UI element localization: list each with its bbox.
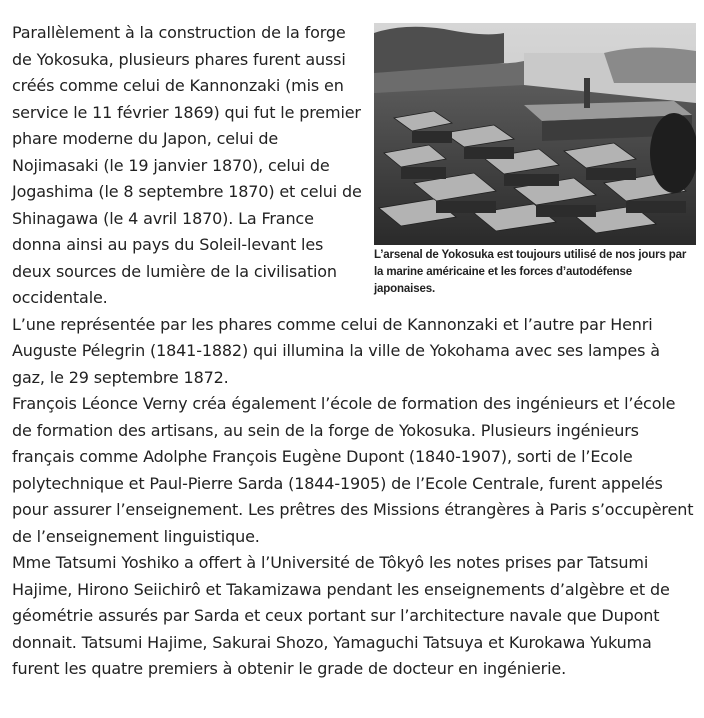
paragraph: L’une représentée par les phares comme celui de Kannonzaki et l’autre par Henri Auguste Pélegrin (1841-1882) qui illumina la ville de Yokohama avec ses lampes à gaz, le 29 septembre 1872. — [12, 314, 660, 387]
paragraph: François Léonce Verny créa également l’école de formation des ingénieurs et l’école de formation des artisans, au sein de la forge de Yokosuka. Plusieurs ingénieurs français comme Adolphe François Eugène Dupont (1840-1907), sorti de l’Ecole polytechnique et Paul-Pierre Sarda (1844-1905) de l’Ecole Centrale, furent appelés pour assurer l’enseignement. Les prêtres des Missions étrangères à Paris s’occupèrent de l’enseignement linguistique. — [12, 394, 694, 546]
paragraph: Mme Tatsumi Yoshiko a offert à l’Université de Tôkyô les notes prises par Tatsumi Hajime, Hirono Seiichirô et Takamizawa pendant les enseignements d’algèbre et de géométrie assurés par Sarda et ceux portant sur l’architecture navale que Dupont donnait. Tatsumi Hajime, Sakurai Shozo, Yamaguchi Tatsuya et Kurokawa Yukuma furent les quatre premiers à obtenir le grade de docteur en ingénierie. — [12, 553, 670, 678]
paragraph: Parallèlement à la construction de la forge de Yokosuka, plusieurs phares furent aussi créés comme celui de Kannonzaki (mis en service le 11 février 1869) qui fut le premier phare moderne du Japon, celui de Nojimasaki (le 19 janvier 1870), celui de Jogashima (le 8 septembre 1870) et celui de Shinagawa (le 4 avril 1870). La France donna ainsi au pays du Soleil-levant les deux sources de lumière de la civilisation occidentale. — [12, 23, 362, 307]
yokosuka-arsenal-photo — [374, 23, 696, 245]
figure — [374, 23, 696, 298]
article-body — [12, 20, 696, 683]
figure-caption: L’arsenal de Yokosuka est toujours utilisé de nos jours par la marine américaine et les forces d’autodéfense japonaises. — [374, 249, 687, 295]
